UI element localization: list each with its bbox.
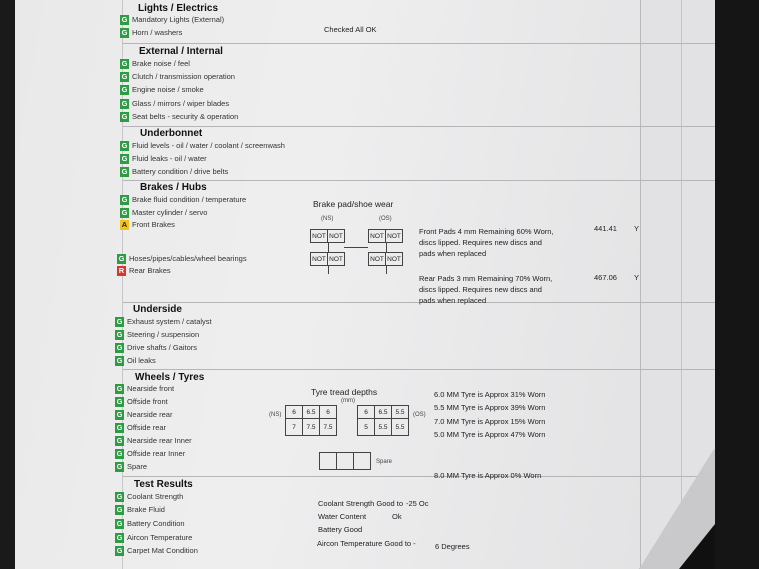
pad-cell: NOT <box>328 230 345 243</box>
spare-cell <box>320 453 337 470</box>
grade-badge: G <box>121 195 128 204</box>
test-result-value: Ok <box>392 512 402 521</box>
grade-badge: G <box>116 397 123 406</box>
tread-cell: 5 <box>358 419 375 436</box>
tread-cell: 5.5 <box>392 406 409 419</box>
section-divider <box>123 180 725 181</box>
test-result-label: Battery Good <box>318 525 363 534</box>
item-label: Brake fluid condition / temperature <box>132 195 247 204</box>
lights-note: Checked All OK <box>324 25 377 34</box>
section-title-underbonnet: Underbonnet <box>140 128 203 139</box>
spare-cell <box>354 453 371 470</box>
grade-badge: G <box>121 99 128 108</box>
pad-cell: NOT <box>369 230 386 243</box>
tread-ns-label: (NS) <box>269 412 282 418</box>
list-item <box>120 15 224 25</box>
list-item <box>120 72 235 82</box>
list-item <box>120 99 229 109</box>
item-label: Mandatory Lights (External) <box>132 15 225 24</box>
list-item <box>120 59 190 69</box>
grade-badge: G <box>116 546 123 555</box>
tread-left-table <box>285 405 337 436</box>
item-label: Front Brakes <box>132 220 175 229</box>
tyre-note: 6.0 MM Tyre is Approx 31% Worn <box>434 390 546 399</box>
grade-badge: G <box>116 384 123 393</box>
list-item <box>120 220 175 230</box>
tread-right-table <box>357 405 409 436</box>
section-divider <box>123 43 725 44</box>
grade-badge: G <box>116 533 123 542</box>
front-pads-note: Front Pads 4 mm Remaining 60% Worn, discs lipped. Requires new discs and pads when replaced <box>419 227 554 258</box>
spare-tyre-note: 8.0 MM Tyre is Approx 0% Worn <box>434 471 542 480</box>
section-title-underside: Underside <box>133 304 182 315</box>
list-item <box>115 343 197 353</box>
item-label: Exhaust system / catalyst <box>127 317 212 326</box>
list-item <box>115 505 165 515</box>
item-label: Steering / suspension <box>127 330 200 339</box>
item-label: Offside rear <box>127 423 167 432</box>
list-item <box>115 397 168 407</box>
list-item <box>115 384 174 394</box>
section-divider <box>123 126 725 127</box>
item-label: Brake noise / feel <box>132 59 190 68</box>
tread-cell: 6.5 <box>303 406 320 419</box>
item-label: Glass / mirrors / wiper blades <box>132 99 230 108</box>
section-title-brakes: Brakes / Hubs <box>140 182 207 193</box>
rear-pads-price: 467.06 <box>594 273 617 282</box>
pad-cell: NOT <box>311 230 328 243</box>
axle-line <box>344 247 368 248</box>
list-item <box>120 167 228 177</box>
section-title-tests: Test Results <box>134 479 193 490</box>
list-item <box>115 519 185 529</box>
item-label: Clutch / transmission operation <box>132 72 235 81</box>
front-pads-flag: Y <box>634 224 640 233</box>
item-label: Master cylinder / servo <box>132 208 208 217</box>
test-result-label: Water Content <box>318 512 367 521</box>
list-item <box>115 546 198 556</box>
grade-badge: G <box>116 492 123 501</box>
tread-cell: 6 <box>358 406 375 419</box>
tyre-note: 5.0 MM Tyre is Approx 47% Worn <box>434 430 546 439</box>
brake-rear-right-table <box>368 252 403 266</box>
list-item <box>120 112 238 122</box>
list-item <box>115 356 156 366</box>
list-item <box>120 208 207 218</box>
item-label: Fluid leaks - oil / water <box>132 154 207 163</box>
section-title-lights: Lights / Electrics <box>138 3 219 14</box>
item-label: Offside front <box>127 397 168 406</box>
grade-badge: G <box>116 343 123 352</box>
list-item <box>117 266 171 276</box>
photo-background-edge <box>715 0 759 569</box>
list-item <box>120 28 182 38</box>
list-item <box>115 533 192 543</box>
grade-badge: G <box>116 317 123 326</box>
item-label: Nearside rear <box>127 410 173 419</box>
test-result-label: Coolant Strength Good to <box>318 499 404 508</box>
rear-pads-note: Rear Pads 3 mm Remaining 70% Worn, discs lipped. Requires new discs and pads when replaced <box>419 274 553 305</box>
list-item <box>115 410 172 420</box>
brake-pad-title: Brake pad/shoe wear <box>313 199 394 209</box>
list-item <box>120 154 207 164</box>
list-item <box>120 85 204 95</box>
pad-cell: NOT <box>311 253 328 266</box>
pad-cell: NOT <box>386 230 403 243</box>
item-label: Nearside rear Inner <box>127 436 192 445</box>
item-label: Nearside front <box>127 384 175 393</box>
list-item <box>115 449 185 459</box>
tread-cell: 5.5 <box>375 419 392 436</box>
tread-cell: 5.5 <box>392 419 409 436</box>
pad-cell: NOT <box>386 253 403 266</box>
item-label: Brake Fluid <box>127 505 165 514</box>
test-result-label: Aircon Temperature Good to - <box>317 539 416 548</box>
grade-badge: G <box>116 462 123 471</box>
tread-title: Tyre tread depths <box>311 387 378 397</box>
item-label: Oil leaks <box>127 356 156 365</box>
item-label: Horn / washers <box>132 28 183 37</box>
spare-label: Spare <box>376 459 393 465</box>
item-label: Battery Condition <box>127 519 185 528</box>
section-divider <box>123 369 725 370</box>
item-label: Drive shafts / Gaitors <box>127 343 198 352</box>
grade-badge: G <box>121 208 128 217</box>
ns-label: (NS) <box>321 216 334 222</box>
axle-line <box>386 266 387 274</box>
brake-front-right-table <box>368 229 403 243</box>
grade-badge: G <box>121 72 128 81</box>
tyre-note: 5.5 MM Tyre is Approx 39% Worn <box>434 403 546 412</box>
grade-badge: G <box>116 330 123 339</box>
pad-cell: NOT <box>369 253 386 266</box>
tread-os-label: (OS) <box>413 412 426 418</box>
item-label: Hoses/pipes/cables/wheel bearings <box>129 254 247 263</box>
grade-badge: G <box>116 449 123 458</box>
section-title-external: External / Internal <box>139 46 223 57</box>
tread-unit: (mm) <box>341 398 355 404</box>
os-label: (OS) <box>379 216 392 222</box>
brake-rear-left-table <box>310 252 345 266</box>
tyre-note: 7.0 MM Tyre is Approx 15% Worn <box>434 417 546 426</box>
item-label: Carpet Mat Condition <box>127 546 198 555</box>
grade-badge: G <box>121 28 128 37</box>
grade-badge: G <box>116 505 123 514</box>
grade-badge: G <box>116 423 123 432</box>
list-item <box>120 141 285 151</box>
rear-pads-flag: Y <box>634 273 640 282</box>
grade-badge: G <box>121 154 128 163</box>
list-item <box>117 254 247 264</box>
tread-cell: 6.5 <box>375 406 392 419</box>
tread-cell: 6 <box>286 406 303 419</box>
spare-table <box>319 452 371 470</box>
axle-line <box>386 243 387 252</box>
item-label: Coolant Strength <box>127 492 184 501</box>
grade-badge: G <box>116 519 123 528</box>
section-title-wheels: Wheels / Tyres <box>135 372 205 383</box>
front-pads-price: 441.41 <box>594 224 617 233</box>
list-item <box>120 195 246 205</box>
grade-badge: G <box>116 410 123 419</box>
tread-cell: 7.5 <box>320 419 337 436</box>
item-label: Battery condition / drive belts <box>132 167 229 176</box>
axle-line <box>328 266 329 274</box>
item-label: Seat belts - security & operation <box>132 112 239 121</box>
item-label: Rear Brakes <box>129 266 171 275</box>
grade-badge: G <box>121 112 128 121</box>
test-result-value: -25 Oc <box>406 499 429 508</box>
grade-badge: A <box>121 220 128 229</box>
item-label: Offside rear Inner <box>127 449 186 458</box>
grade-badge: G <box>121 167 128 176</box>
grade-badge: G <box>116 356 123 365</box>
tread-cell: 7 <box>286 419 303 436</box>
list-item <box>115 330 199 340</box>
axle-line <box>328 243 329 252</box>
grade-badge: G <box>121 141 128 150</box>
spare-cell <box>337 453 354 470</box>
grade-badge: G <box>121 15 128 24</box>
item-label: Engine noise / smoke <box>132 85 204 94</box>
grade-badge: G <box>118 254 125 263</box>
grade-badge: G <box>116 436 123 445</box>
test-result-value: 6 Degrees <box>435 542 470 551</box>
grade-badge: G <box>121 85 128 94</box>
item-label: Spare <box>127 462 148 471</box>
tread-cell: 6 <box>320 406 337 419</box>
pad-cell: NOT <box>328 253 345 266</box>
grade-badge: G <box>121 59 128 68</box>
tread-cell: 7.5 <box>303 419 320 436</box>
list-item <box>115 423 166 433</box>
list-item <box>115 436 192 446</box>
list-item <box>115 462 147 472</box>
item-label: Aircon Temperature <box>127 533 193 542</box>
brake-front-left-table <box>310 229 345 243</box>
list-item <box>115 492 183 502</box>
inspection-sheet <box>15 0 715 569</box>
item-label: Fluid levels - oil / water / coolant / screenwash <box>132 141 285 150</box>
grade-badge: R <box>118 266 125 275</box>
list-item <box>115 317 212 327</box>
